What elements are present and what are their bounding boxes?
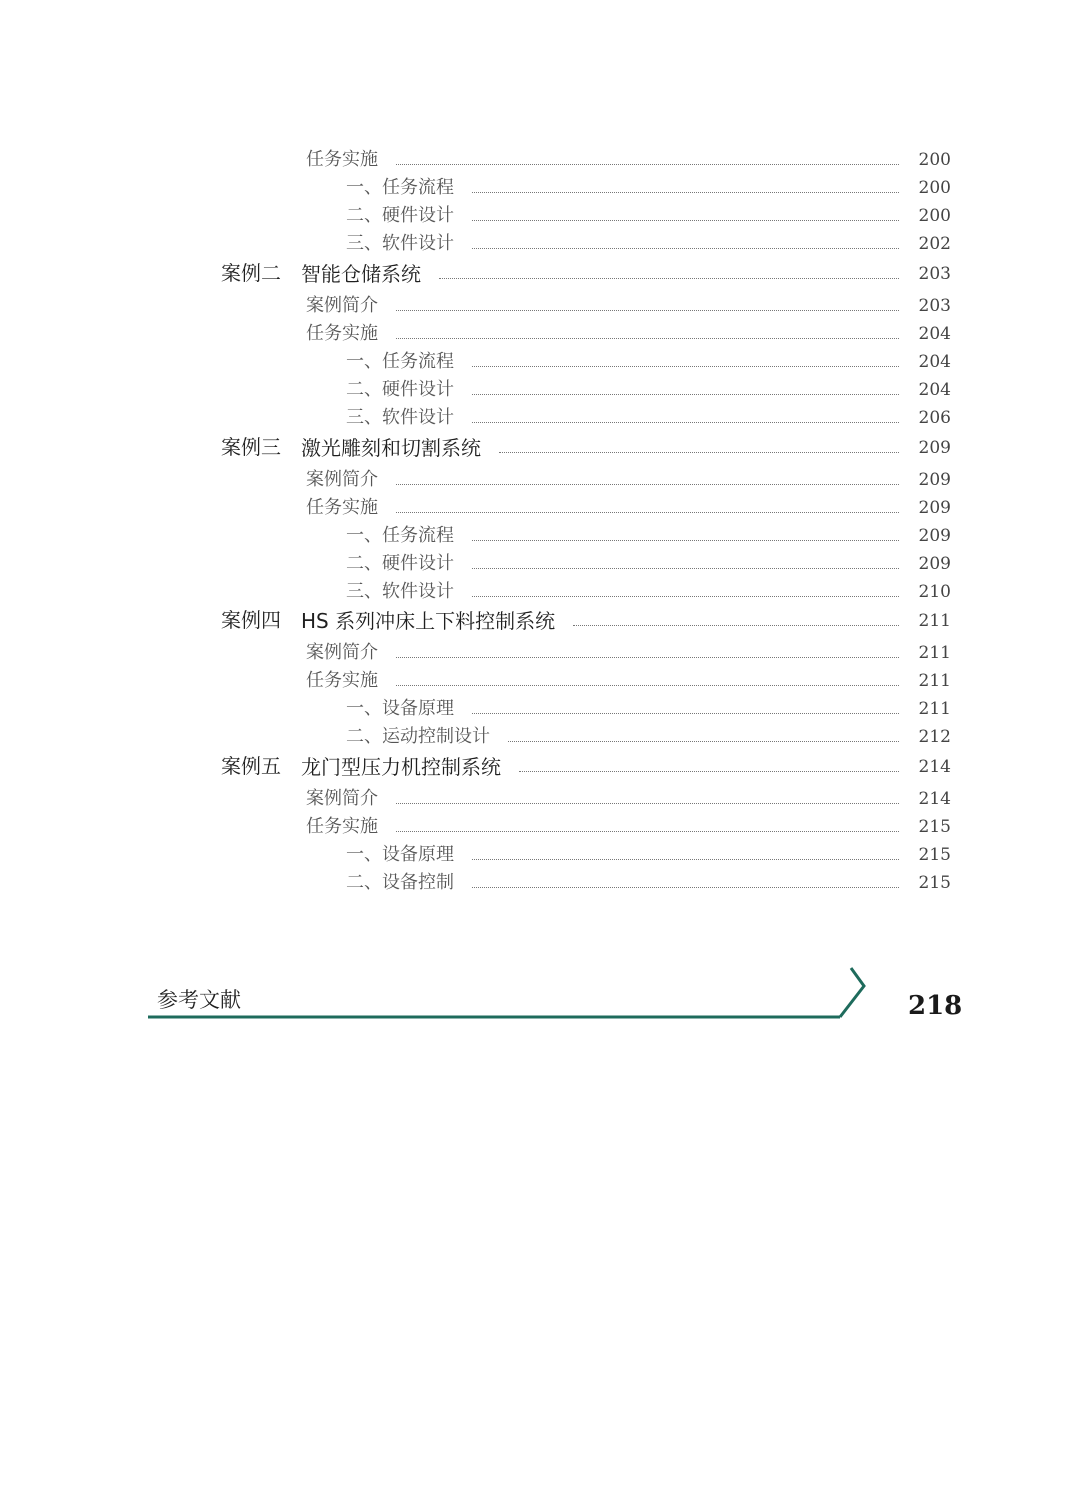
toc-dot-leader — [396, 164, 899, 165]
toc-dot-leader — [472, 192, 899, 193]
references-heading[interactable] — [148, 966, 868, 1022]
toc-dot-leader — [472, 394, 899, 395]
toc-case-number: 案例四 — [221, 608, 281, 632]
toc-entry-title: 二、硬件设计 — [346, 553, 454, 574]
toc-page-number: 214 — [918, 789, 951, 809]
toc-entry[interactable] — [346, 697, 951, 721]
toc-entry[interactable] — [346, 204, 951, 228]
toc-dot-leader — [439, 278, 899, 279]
toc-dot-leader — [396, 685, 899, 686]
toc-entry-title: 一、任务流程 — [346, 351, 454, 372]
toc-entry[interactable] — [346, 580, 951, 604]
toc-dot-leader — [472, 540, 899, 541]
toc-entry-title: 激光雕刻和切割系统 — [301, 436, 481, 460]
toc-entry-title: 龙门型压力机控制系统 — [301, 755, 501, 779]
toc-entry[interactable] — [306, 787, 951, 811]
toc-entry-title: 三、软件设计 — [346, 233, 454, 254]
toc-entry-title: 任务实施 — [306, 497, 378, 518]
toc-page-number: 202 — [918, 234, 951, 254]
toc-entry-title: 二、硬件设计 — [346, 205, 454, 226]
toc-entry-title: 案例简介 — [306, 295, 378, 316]
toc-entry[interactable] — [306, 468, 951, 492]
toc-entry-title: 任务实施 — [306, 323, 378, 344]
toc-dot-leader — [499, 452, 899, 453]
toc-dot-leader — [472, 887, 899, 888]
toc-entry-title: 三、软件设计 — [346, 581, 454, 602]
toc-chapter-entry[interactable] — [221, 262, 951, 286]
toc-page-number: 211 — [918, 671, 951, 691]
toc-entry[interactable] — [346, 871, 951, 895]
toc-dot-leader — [472, 713, 899, 714]
toc-dot-leader — [472, 568, 899, 569]
toc-dot-leader — [396, 657, 899, 658]
toc-page-number: 204 — [918, 324, 951, 344]
toc-page-number: 209 — [918, 438, 951, 458]
toc-dot-leader — [472, 596, 899, 597]
toc-dot-leader — [396, 338, 899, 339]
toc-chapter-entry[interactable] — [221, 755, 951, 779]
toc-entry-title: HS 系列冲床上下料控制系统 — [301, 609, 556, 633]
toc-entry-title: 案例简介 — [306, 642, 378, 663]
toc-entry[interactable] — [346, 552, 951, 576]
toc-dot-leader — [396, 803, 899, 804]
toc-dot-leader — [472, 859, 899, 860]
toc-entry-title: 任务实施 — [306, 149, 378, 170]
toc-page-number: 200 — [918, 206, 951, 226]
toc-entry-title: 二、设备控制 — [346, 872, 454, 893]
toc-entry-title: 一、任务流程 — [346, 177, 454, 198]
toc-page-number: 204 — [918, 380, 951, 400]
toc-page-number: 214 — [918, 757, 951, 777]
toc-dot-leader — [519, 771, 899, 772]
toc-case-number: 案例二 — [221, 261, 281, 285]
toc-entry[interactable] — [346, 350, 951, 374]
toc-page-number: 215 — [918, 873, 951, 893]
toc-entry-title: 三、软件设计 — [346, 407, 454, 428]
toc-entry[interactable] — [306, 669, 951, 693]
toc-entry-title: 二、硬件设计 — [346, 379, 454, 400]
toc-entry[interactable] — [346, 406, 951, 430]
toc-page-number: 211 — [918, 643, 951, 663]
toc-entry-title: 任务实施 — [306, 816, 378, 837]
toc-entry-title: 任务实施 — [306, 670, 378, 691]
toc-entry[interactable] — [346, 176, 951, 200]
toc-chapter-entry[interactable] — [221, 609, 951, 633]
toc-entry-title: 二、运动控制设计 — [346, 726, 490, 747]
toc-dot-leader — [472, 220, 899, 221]
toc-chapter-entry[interactable] — [221, 436, 951, 460]
toc-entry[interactable] — [346, 524, 951, 548]
toc-page-number: 206 — [918, 408, 951, 428]
toc-entry[interactable] — [306, 496, 951, 520]
toc-page-number: 203 — [918, 296, 951, 316]
toc-entry[interactable] — [306, 294, 951, 318]
toc-page-number: 211 — [918, 611, 951, 631]
toc-entry[interactable] — [306, 322, 951, 346]
toc-dot-leader — [508, 741, 899, 742]
toc-page-number: 210 — [918, 582, 951, 602]
toc-entry[interactable] — [346, 232, 951, 256]
references-page-number: 218 — [908, 991, 963, 1021]
toc-dot-leader — [472, 366, 899, 367]
toc-dot-leader — [396, 310, 899, 311]
toc-entry-title: 案例简介 — [306, 469, 378, 490]
toc-case-number: 案例三 — [221, 435, 281, 459]
toc-page-number: 200 — [918, 150, 951, 170]
toc-page-number: 203 — [918, 264, 951, 284]
toc-entry-title: 一、设备原理 — [346, 844, 454, 865]
toc-page-number: 209 — [918, 526, 951, 546]
toc-dot-leader — [396, 484, 899, 485]
toc-entry[interactable] — [346, 725, 951, 749]
references-label: 参考文献 — [157, 988, 241, 1012]
toc-entry-title: 一、设备原理 — [346, 698, 454, 719]
toc-entry-title: 智能仓储系统 — [301, 262, 421, 286]
toc-entry[interactable] — [306, 815, 951, 839]
toc-entry-title: 一、任务流程 — [346, 525, 454, 546]
toc-case-number: 案例五 — [221, 754, 281, 778]
references-underline-chevron — [148, 966, 868, 1022]
toc-entry[interactable] — [306, 148, 951, 172]
toc-page-number: 209 — [918, 498, 951, 518]
toc-page-number: 215 — [918, 817, 951, 837]
toc-page-number: 215 — [918, 845, 951, 865]
toc-page-number: 209 — [918, 554, 951, 574]
toc-entry[interactable] — [306, 641, 951, 665]
toc-page-number: 204 — [918, 352, 951, 372]
toc-entry[interactable] — [346, 378, 951, 402]
toc-entry[interactable] — [346, 843, 951, 867]
toc-dot-leader — [396, 512, 899, 513]
toc-entry-title: 案例简介 — [306, 788, 378, 809]
toc-dot-leader — [396, 831, 899, 832]
toc-page-number: 211 — [918, 699, 951, 719]
toc-dot-leader — [472, 422, 899, 423]
toc-dot-leader — [573, 625, 899, 626]
toc-dot-leader — [472, 248, 899, 249]
toc-page-number: 212 — [918, 727, 951, 747]
toc-page-number: 200 — [918, 178, 951, 198]
toc-page-number: 209 — [918, 470, 951, 490]
